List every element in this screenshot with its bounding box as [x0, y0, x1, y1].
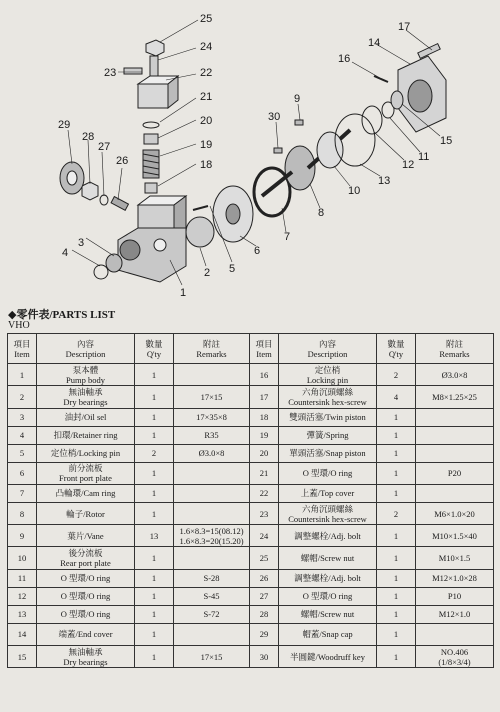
table-row — [8, 408, 494, 426]
spring-part — [143, 150, 159, 178]
remarks-cell: P20 — [416, 462, 494, 484]
qty-cell: 1 — [135, 569, 174, 587]
qty-cell: 1 — [135, 502, 174, 524]
header-item: 項目 Item — [8, 334, 37, 364]
table-row — [8, 462, 494, 484]
table-row — [8, 587, 494, 605]
qty-cell: 13 — [135, 525, 174, 547]
snap-cap-part — [60, 162, 84, 194]
callout-16: 16 — [338, 53, 351, 65]
retainer-ring-part — [94, 265, 108, 279]
remarks-cell — [174, 623, 250, 645]
callout-14: 14 — [368, 37, 381, 49]
item-cell: 28 — [250, 605, 279, 623]
callout-22: 22 — [200, 67, 213, 79]
description-cell: 六角沉頭螺絲 Countersink hex-screw — [279, 386, 377, 408]
hex-screw-23 — [124, 68, 142, 74]
item-cell: 30 — [250, 646, 279, 668]
table-row — [8, 386, 494, 408]
item-cell: 13 — [8, 605, 37, 623]
description-cell: 螺帽/Screw nut — [279, 605, 377, 623]
o-ring-12 — [362, 106, 382, 134]
callout-8: 8 — [318, 207, 325, 219]
exploded-view-diagram — [0, 0, 500, 300]
remarks-cell — [174, 364, 250, 386]
callout-20: 20 — [200, 115, 213, 127]
remarks-cell: 17×35×8 — [174, 408, 250, 426]
remarks-cell: Ø3.0×8 — [174, 444, 250, 462]
screw-nut-28 — [82, 182, 98, 200]
remarks-cell: M10×1.5 — [416, 547, 494, 569]
model-label: VHO — [8, 320, 30, 331]
description-cell: O 型環/O ring — [37, 605, 135, 623]
callout-26: 26 — [116, 155, 129, 167]
remarks-cell — [174, 502, 250, 524]
item-cell: 1 — [8, 364, 37, 386]
table-row — [8, 426, 494, 444]
remarks-cell — [174, 547, 250, 569]
item-cell: 9 — [8, 525, 37, 547]
item-cell: 29 — [250, 623, 279, 645]
qty-cell: 1 — [377, 462, 416, 484]
callout-28: 28 — [82, 131, 95, 143]
header-qty: 數量 Q'ty — [135, 334, 174, 364]
callout-17: 17 — [398, 21, 411, 33]
item-cell: 23 — [250, 502, 279, 524]
remarks-cell: M6×1.0×20 — [416, 502, 494, 524]
description-cell: 無油軸承 Dry bearings — [37, 646, 135, 668]
rear-port-plate-part — [317, 132, 343, 168]
description-cell: 端蓋/End cover — [37, 623, 135, 645]
callout-1: 1 — [180, 287, 187, 299]
description-cell: 無油軸承 Dry bearings — [37, 386, 135, 408]
callout-25: 25 — [200, 13, 213, 25]
item-cell: 14 — [8, 623, 37, 645]
remarks-cell — [416, 426, 494, 444]
twin-piston-part — [145, 183, 157, 193]
remarks-cell: Ø3.0×8 — [416, 364, 494, 386]
description-cell: 上蓋/Top cover — [279, 484, 377, 502]
callout-21: 21 — [200, 91, 213, 103]
callout-18: 18 — [200, 159, 213, 171]
description-cell: 調整螺栓/Adj. bolt — [279, 569, 377, 587]
callout-29: 29 — [58, 119, 71, 131]
qty-cell: 1 — [377, 646, 416, 668]
item-cell: 21 — [250, 462, 279, 484]
remarks-cell: NO.406 (1/8×3/4) — [416, 646, 494, 668]
qty-cell: 1 — [135, 426, 174, 444]
description-cell: O 型環/O ring — [37, 587, 135, 605]
qty-cell: 1 — [377, 605, 416, 623]
description-cell: 輪子/Rotor — [37, 502, 135, 524]
item-cell: 3 — [8, 408, 37, 426]
callout-27: 27 — [98, 141, 111, 153]
qty-cell: 1 — [135, 646, 174, 668]
remarks-cell: 17×15 — [174, 386, 250, 408]
remarks-cell — [416, 444, 494, 462]
description-cell: 帽蓋/Snap cap — [279, 623, 377, 645]
item-cell: 12 — [8, 587, 37, 605]
vane-part — [295, 120, 303, 125]
remarks-cell — [416, 408, 494, 426]
header-item: 項目 Item — [250, 334, 279, 364]
description-cell: 油封/Oil sel — [37, 408, 135, 426]
table-row — [8, 364, 494, 386]
item-cell: 10 — [8, 547, 37, 569]
item-cell: 18 — [250, 408, 279, 426]
qty-cell: 2 — [135, 444, 174, 462]
qty-cell: 1 — [377, 547, 416, 569]
qty-cell: 1 — [377, 525, 416, 547]
oil-seal-part — [106, 254, 122, 272]
item-cell: 2 — [8, 386, 37, 408]
callout-3: 3 — [78, 237, 85, 249]
description-cell: O 型環/O ring — [37, 569, 135, 587]
callout-7: 7 — [284, 231, 291, 243]
item-cell: 15 — [8, 646, 37, 668]
remarks-cell — [174, 484, 250, 502]
header-remarks: 附註 Remarks — [174, 334, 250, 364]
o-ring-21 — [143, 122, 159, 128]
pump-body-part — [118, 196, 186, 282]
qty-cell: 1 — [135, 587, 174, 605]
description-cell: 葉片/Vane — [37, 525, 135, 547]
table-row — [8, 623, 494, 645]
item-cell: 6 — [8, 462, 37, 484]
item-cell: 16 — [250, 364, 279, 386]
callout-9: 9 — [294, 93, 301, 105]
qty-cell: 1 — [377, 408, 416, 426]
table-row — [8, 525, 494, 547]
table-row — [8, 484, 494, 502]
remarks-cell: M12×1.0×28 — [416, 569, 494, 587]
description-cell: 定位梢/Locking pin — [37, 444, 135, 462]
woodruff-key-part — [274, 148, 282, 153]
remarks-cell: 1.6×8.3=15(08.12) 1.6×8.3=20(15.20) — [174, 525, 250, 547]
remarks-cell — [174, 462, 250, 484]
remarks-cell — [416, 623, 494, 645]
qty-cell: 2 — [377, 502, 416, 524]
table-row — [8, 605, 494, 623]
parts-table — [7, 333, 494, 668]
snap-piston-part — [144, 134, 158, 144]
locking-pin-part — [193, 206, 208, 210]
qty-cell: 1 — [135, 386, 174, 408]
item-cell: 27 — [250, 587, 279, 605]
table-row — [8, 547, 494, 569]
table-row — [8, 444, 494, 462]
table-row — [8, 646, 494, 668]
item-cell: 11 — [8, 569, 37, 587]
qty-cell: 1 — [135, 408, 174, 426]
description-cell: O 型環/O ring — [279, 587, 377, 605]
item-cell: 4 — [8, 426, 37, 444]
callout-15: 15 — [440, 135, 453, 147]
qty-cell: 1 — [377, 426, 416, 444]
qty-cell: 1 — [377, 484, 416, 502]
callout-13: 13 — [378, 175, 391, 187]
callout-19: 19 — [200, 139, 213, 151]
top-cover-part — [138, 84, 168, 108]
callout-12: 12 — [402, 159, 415, 171]
remarks-cell: R35 — [174, 426, 250, 444]
item-cell: 17 — [250, 386, 279, 408]
item-cell: 26 — [250, 569, 279, 587]
remarks-cell: M12×1.0 — [416, 605, 494, 623]
remarks-cell: M10×1.5×40 — [416, 525, 494, 547]
qty-cell: 1 — [135, 623, 174, 645]
callout-24: 24 — [200, 41, 213, 53]
hex-screw-17 — [418, 44, 440, 59]
remarks-cell: S-28 — [174, 569, 250, 587]
qty-cell: 1 — [135, 364, 174, 386]
description-cell: 單頭活塞/Snap piston — [279, 444, 377, 462]
item-cell: 19 — [250, 426, 279, 444]
callout-23: 23 — [104, 67, 117, 79]
callout-2: 2 — [204, 267, 211, 279]
remarks-cell: M8×1.25×25 — [416, 386, 494, 408]
qty-cell: 1 — [377, 444, 416, 462]
item-cell: 24 — [250, 525, 279, 547]
qty-cell: 1 — [377, 623, 416, 645]
callout-11: 11 — [418, 151, 430, 163]
remarks-cell: S-72 — [174, 605, 250, 623]
locking-pin-16 — [374, 76, 388, 82]
parts-list-heading: ◆零件表/PARTS LIST — [8, 309, 116, 321]
table-row — [8, 502, 494, 524]
item-cell: 22 — [250, 484, 279, 502]
callout-30: 30 — [268, 111, 281, 123]
description-cell: 彈簧/Spring — [279, 426, 377, 444]
qty-cell: 1 — [135, 462, 174, 484]
qty-cell: 4 — [377, 386, 416, 408]
qty-cell: 1 — [135, 605, 174, 623]
o-ring-27 — [100, 195, 108, 205]
item-cell: 8 — [8, 502, 37, 524]
remarks-cell: S-45 — [174, 587, 250, 605]
table-row — [8, 569, 494, 587]
description-cell: 扣環/Retainer ring — [37, 426, 135, 444]
description-cell: 雙頭活塞/Twin piston — [279, 408, 377, 426]
item-cell: 5 — [8, 444, 37, 462]
description-cell: 定位梢 Locking pin — [279, 364, 377, 386]
qty-cell: 1 — [135, 547, 174, 569]
screw-nut-part — [146, 40, 164, 56]
remarks-cell — [416, 484, 494, 502]
callout-5: 5 — [229, 263, 236, 275]
remarks-cell: 17×15 — [174, 646, 250, 668]
description-cell: 後分流板 Rear port plate — [37, 547, 135, 569]
callout-4: 4 — [62, 247, 69, 259]
cam-ring-part — [254, 168, 290, 216]
item-cell: 20 — [250, 444, 279, 462]
description-cell: 凸輪環/Cam ring — [37, 484, 135, 502]
header-qty: 數量 Q'ty — [377, 334, 416, 364]
description-cell: 半圓鍵/Woodruff key — [279, 646, 377, 668]
adj-bolt-part — [150, 56, 158, 78]
header-description: 內容 Description — [37, 334, 135, 364]
qty-cell: 1 — [135, 484, 174, 502]
callout-10: 10 — [348, 185, 361, 197]
description-cell: O 型環/O ring — [279, 462, 377, 484]
qty-cell: 1 — [377, 587, 416, 605]
adj-bolt-26 — [111, 197, 128, 211]
description-cell: 六角沉頭螺絲 Countersink hex-screw — [279, 502, 377, 524]
dry-bearing-part — [186, 217, 214, 247]
dry-bearing-rear-part — [391, 91, 403, 109]
item-cell: 7 — [8, 484, 37, 502]
qty-cell: 1 — [377, 569, 416, 587]
header-description: 內容 Description — [279, 334, 377, 364]
description-cell: 泵本體 Pump body — [37, 364, 135, 386]
qty-cell: 2 — [377, 364, 416, 386]
callout-6: 6 — [254, 245, 261, 257]
description-cell: 螺帽/Screw nut — [279, 547, 377, 569]
description-cell: 前分流板 Front port plate — [37, 462, 135, 484]
parts-table-body — [8, 364, 494, 668]
description-cell: 調整螺栓/Adj. bolt — [279, 525, 377, 547]
header-remarks: 附註 Remarks — [416, 334, 494, 364]
item-cell: 25 — [250, 547, 279, 569]
remarks-cell: P10 — [416, 587, 494, 605]
table-header-row — [8, 334, 494, 364]
